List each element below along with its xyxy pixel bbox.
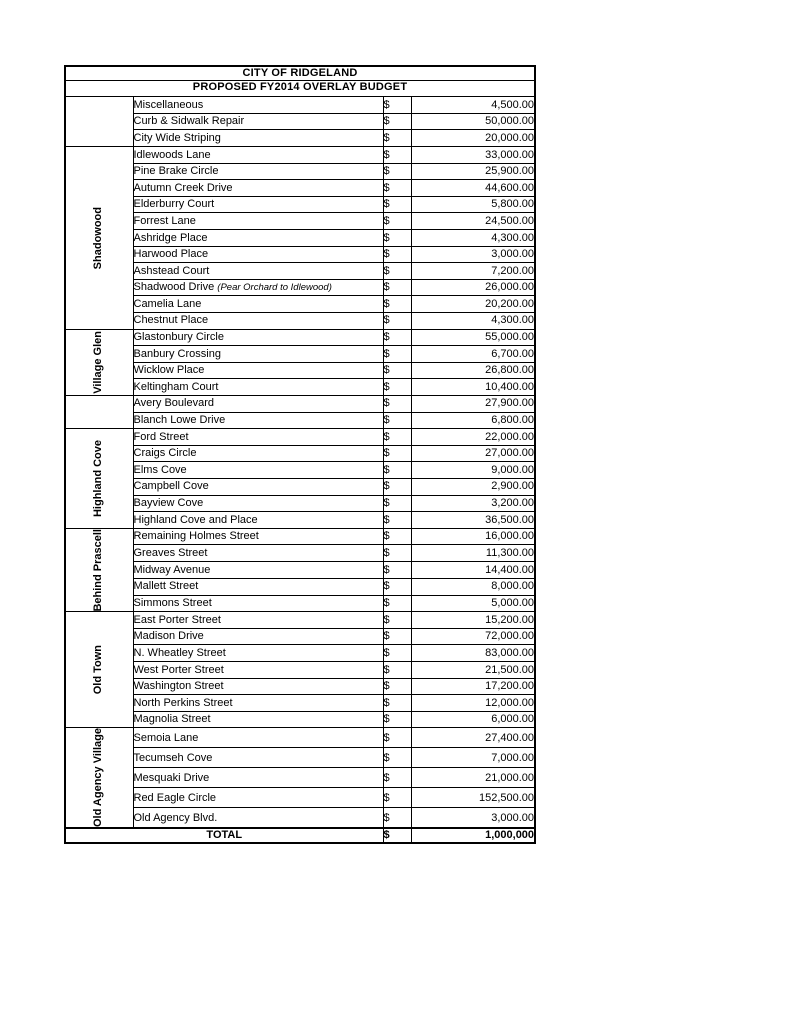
group-label-text: Old Town (92, 645, 105, 695)
street-name: Highland Cove and Place (133, 513, 258, 526)
table-row (65, 612, 535, 629)
document-title-line1: CITY OF RIDGELAND (65, 66, 535, 80)
table-row (65, 595, 535, 612)
table-row (65, 678, 535, 695)
group-label-empty (65, 97, 133, 147)
street-name-cell (133, 545, 383, 562)
amount-cell: 5,800.00 (411, 196, 535, 213)
amount-cell: 20,200.00 (411, 296, 535, 313)
street-name-cell (133, 379, 383, 396)
street-name: Mesquaki Drive (133, 771, 210, 784)
street-name-cell (133, 495, 383, 512)
street-name-cell (133, 645, 383, 662)
street-name: Old Agency Blvd. (133, 811, 218, 824)
amount-cell: 2,900.00 (411, 478, 535, 495)
street-name-cell (133, 180, 383, 197)
street-name: Camelia Lane (133, 297, 202, 310)
group-label-empty (65, 395, 133, 428)
street-name: Greaves Street (133, 546, 208, 559)
amount-cell: 3,000.00 (411, 808, 535, 829)
table-row (65, 748, 535, 768)
currency-symbol-cell: $ (383, 788, 411, 808)
amount-cell: 3,000.00 (411, 246, 535, 263)
currency-symbol-cell: $ (383, 808, 411, 829)
group-label (65, 147, 133, 330)
street-name: Magnolia Street (133, 713, 211, 726)
street-name: Remaining Holmes Street (133, 530, 259, 543)
table-row (65, 545, 535, 562)
group-label-text: Behind Prasсell (92, 528, 105, 612)
currency-symbol-cell: $ (383, 130, 411, 147)
amount-cell: 27,900.00 (411, 395, 535, 412)
table-row (65, 395, 535, 412)
total-currency-symbol: $ (383, 828, 411, 843)
street-name: Blanch Lowe Drive (133, 414, 226, 427)
group-label (65, 612, 133, 728)
table-row (65, 230, 535, 247)
currency-symbol-cell: $ (383, 462, 411, 479)
amount-cell: 4,300.00 (411, 230, 535, 247)
currency-symbol-cell: $ (383, 728, 411, 748)
currency-symbol-cell: $ (383, 296, 411, 313)
street-name-cell (133, 662, 383, 679)
table-row (65, 628, 535, 645)
table-row (65, 379, 535, 396)
group-label (65, 429, 133, 529)
amount-cell: 27,400.00 (411, 728, 535, 748)
amount-cell: 27,000.00 (411, 445, 535, 462)
street-name-cell (133, 612, 383, 629)
street-name: Idlewoods Lane (133, 148, 211, 161)
street-name-cell (133, 329, 383, 346)
street-name: Mallett Street (133, 580, 199, 593)
street-name-cell (133, 97, 383, 114)
street-name-cell (133, 478, 383, 495)
street-name: Curb & Sidwalk Repair (133, 115, 245, 128)
street-name: Simmons Street (133, 597, 212, 610)
table-row (65, 562, 535, 579)
amount-cell: 152,500.00 (411, 788, 535, 808)
amount-cell: 8,000.00 (411, 578, 535, 595)
currency-symbol-cell: $ (383, 213, 411, 230)
amount-cell: 11,300.00 (411, 545, 535, 562)
table-row (65, 695, 535, 712)
street-name: Wicklow Place (133, 364, 205, 377)
table-row (65, 147, 535, 164)
currency-symbol-cell: $ (383, 279, 411, 296)
group-label-text: Highland Cove (92, 439, 105, 517)
street-name: Midway Avenue (133, 563, 211, 576)
currency-symbol-cell: $ (383, 595, 411, 612)
table-row (65, 97, 535, 114)
amount-cell: 21,000.00 (411, 768, 535, 788)
amount-cell: 25,900.00 (411, 163, 535, 180)
amount-cell: 14,400.00 (411, 562, 535, 579)
street-name-cell (133, 230, 383, 247)
street-name-cell (133, 279, 383, 296)
amount-cell: 55,000.00 (411, 329, 535, 346)
table-row (65, 495, 535, 512)
table-row (65, 478, 535, 495)
street-name-cell (133, 213, 383, 230)
street-name-cell (133, 578, 383, 595)
amount-cell: 26,800.00 (411, 362, 535, 379)
street-name-cell (133, 263, 383, 280)
amount-cell: 4,300.00 (411, 313, 535, 330)
currency-symbol-cell: $ (383, 346, 411, 363)
table-row (65, 329, 535, 346)
amount-cell: 22,000.00 (411, 429, 535, 446)
table-row (65, 462, 535, 479)
street-name: Avery Boulevard (133, 397, 215, 410)
currency-symbol-cell: $ (383, 412, 411, 429)
table-row (65, 412, 535, 429)
street-name: North Perkins Street (133, 696, 233, 709)
table-row (65, 246, 535, 263)
currency-symbol-cell: $ (383, 628, 411, 645)
street-name-cell (133, 412, 383, 429)
group-label-text: Shadowood (92, 206, 105, 269)
currency-symbol-cell: $ (383, 329, 411, 346)
amount-cell: 72,000.00 (411, 628, 535, 645)
street-name-cell (133, 595, 383, 612)
street-name: Tecumseh Cove (133, 751, 213, 764)
street-name-cell (133, 808, 383, 829)
table-row (65, 711, 535, 728)
street-name: Harwood Place (133, 248, 209, 261)
currency-symbol-cell: $ (383, 748, 411, 768)
street-name: Miscellaneous (133, 98, 204, 111)
currency-symbol-cell: $ (383, 97, 411, 114)
group-label (65, 329, 133, 395)
title-row-2 (65, 80, 535, 97)
table-row (65, 346, 535, 363)
street-name: Red Eagle Circle (133, 791, 217, 804)
currency-symbol-cell: $ (383, 362, 411, 379)
amount-cell: 24,500.00 (411, 213, 535, 230)
table-row (65, 578, 535, 595)
currency-symbol-cell: $ (383, 379, 411, 396)
amount-cell: 15,200.00 (411, 612, 535, 629)
currency-symbol-cell: $ (383, 478, 411, 495)
group-label-text: Village Glen (92, 330, 105, 394)
currency-symbol-cell: $ (383, 662, 411, 679)
street-name: Ashridge Place (133, 231, 208, 244)
currency-symbol-cell: $ (383, 545, 411, 562)
table-row (65, 313, 535, 330)
currency-symbol-cell: $ (383, 578, 411, 595)
street-name-cell (133, 395, 383, 412)
street-name: Keltingham Court (133, 380, 219, 393)
street-name: Elderburry Court (133, 198, 215, 211)
street-name-cell (133, 528, 383, 545)
budget-table (64, 65, 536, 844)
currency-symbol-cell: $ (383, 395, 411, 412)
street-name-cell (133, 512, 383, 529)
currency-symbol-cell: $ (383, 495, 411, 512)
street-name-note: (Pear Orchard to Idlewood) (217, 282, 332, 294)
total-label: TOTAL (65, 828, 383, 843)
currency-symbol-cell: $ (383, 612, 411, 629)
currency-symbol-cell: $ (383, 263, 411, 280)
amount-cell: 6,000.00 (411, 711, 535, 728)
street-name-cell (133, 362, 383, 379)
street-name: Glastonbury Circle (133, 331, 224, 344)
document-title-line2: PROPOSED FY2014 OVERLAY BUDGET (65, 80, 535, 97)
amount-cell: 17,200.00 (411, 678, 535, 695)
currency-symbol-cell: $ (383, 113, 411, 130)
currency-symbol-cell: $ (383, 768, 411, 788)
street-name-cell (133, 711, 383, 728)
amount-cell: 12,000.00 (411, 695, 535, 712)
street-name: West Porter Street (133, 663, 224, 676)
street-name-cell (133, 313, 383, 330)
amount-cell: 50,000.00 (411, 113, 535, 130)
street-name: Ford Street (133, 430, 189, 443)
street-name-cell (133, 147, 383, 164)
street-name-cell (133, 346, 383, 363)
table-row (65, 768, 535, 788)
table-row (65, 113, 535, 130)
currency-symbol-cell: $ (383, 695, 411, 712)
amount-cell: 10,400.00 (411, 379, 535, 396)
street-name-cell (133, 695, 383, 712)
table-row (65, 163, 535, 180)
amount-cell: 20,000.00 (411, 130, 535, 147)
street-name: Forrest Lane (133, 214, 196, 227)
street-name-cell (133, 296, 383, 313)
currency-symbol-cell: $ (383, 445, 411, 462)
street-name: Elms Cove (133, 463, 187, 476)
currency-symbol-cell: $ (383, 246, 411, 263)
currency-symbol-cell: $ (383, 512, 411, 529)
currency-symbol-cell: $ (383, 678, 411, 695)
total-amount: 1,000,000 (411, 828, 535, 843)
table-row (65, 296, 535, 313)
currency-symbol-cell: $ (383, 313, 411, 330)
amount-cell: 36,500.00 (411, 512, 535, 529)
street-name: Shadwood Drive (133, 281, 218, 294)
currency-symbol-cell: $ (383, 180, 411, 197)
currency-symbol-cell: $ (383, 196, 411, 213)
amount-cell: 7,200.00 (411, 263, 535, 280)
currency-symbol-cell: $ (383, 645, 411, 662)
table-row (65, 429, 535, 446)
amount-cell: 26,000.00 (411, 279, 535, 296)
table-row (65, 728, 535, 748)
currency-symbol-cell: $ (383, 562, 411, 579)
amount-cell: 5,000.00 (411, 595, 535, 612)
table-row (65, 528, 535, 545)
table-row (65, 279, 535, 296)
table-row (65, 263, 535, 280)
street-name-cell (133, 678, 383, 695)
amount-cell: 6,800.00 (411, 412, 535, 429)
currency-symbol-cell: $ (383, 429, 411, 446)
table-row (65, 213, 535, 230)
title-row-1 (65, 66, 535, 80)
street-name-cell (133, 130, 383, 147)
street-name: Autumn Creek Drive (133, 181, 233, 194)
street-name-cell (133, 628, 383, 645)
street-name: Madison Drive (133, 630, 204, 643)
currency-symbol-cell: $ (383, 147, 411, 164)
street-name-cell (133, 246, 383, 263)
street-name: Banbury Crossing (133, 347, 221, 360)
amount-cell: 21,500.00 (411, 662, 535, 679)
street-name: Craigs Circle (133, 447, 197, 460)
street-name-cell (133, 788, 383, 808)
amount-cell: 7,000.00 (411, 748, 535, 768)
street-name: Ashstead Court (133, 264, 210, 277)
street-name-cell (133, 163, 383, 180)
table-row (65, 512, 535, 529)
street-name-cell (133, 768, 383, 788)
table-row (65, 362, 535, 379)
street-name: Pine Brake Circle (133, 165, 219, 178)
group-label (65, 528, 133, 612)
table-row (65, 445, 535, 462)
street-name: N. Wheatley Street (133, 646, 226, 659)
amount-cell: 9,000.00 (411, 462, 535, 479)
table-row (65, 662, 535, 679)
currency-symbol-cell: $ (383, 528, 411, 545)
street-name-cell (133, 445, 383, 462)
total-row (65, 828, 535, 843)
street-name: City Wide Striping (133, 131, 221, 144)
currency-symbol-cell: $ (383, 163, 411, 180)
street-name: Chestnut Place (133, 314, 209, 327)
table-row (65, 130, 535, 147)
amount-cell: 83,000.00 (411, 645, 535, 662)
group-label (65, 728, 133, 829)
street-name: Bayview Cove (133, 497, 204, 509)
street-name: Campbell Cove (133, 480, 209, 493)
table-row (65, 808, 535, 829)
amount-cell: 44,600.00 (411, 180, 535, 197)
street-name-cell (133, 462, 383, 479)
street-name: Washington Street (133, 680, 224, 693)
street-name-cell (133, 113, 383, 130)
currency-symbol-cell: $ (383, 230, 411, 247)
amount-cell: 16,000.00 (411, 528, 535, 545)
group-label-text: Old Agency Village (92, 728, 105, 828)
budget-table-body (65, 66, 535, 843)
street-name: East Porter Street (133, 613, 221, 626)
table-row (65, 180, 535, 197)
street-name-cell (133, 748, 383, 768)
amount-cell: 4,500.00 (411, 97, 535, 114)
street-name-cell (133, 728, 383, 748)
street-name-cell (133, 562, 383, 579)
table-row (65, 645, 535, 662)
amount-cell: 6,700.00 (411, 346, 535, 363)
amount-cell: 3,200.00 (411, 495, 535, 512)
table-row (65, 788, 535, 808)
street-name: Semoia Lane (133, 731, 199, 744)
currency-symbol-cell: $ (383, 711, 411, 728)
table-row (65, 196, 535, 213)
street-name-cell (133, 429, 383, 446)
budget-table-container (64, 65, 534, 844)
amount-cell: 33,000.00 (411, 147, 535, 164)
street-name-cell (133, 196, 383, 213)
